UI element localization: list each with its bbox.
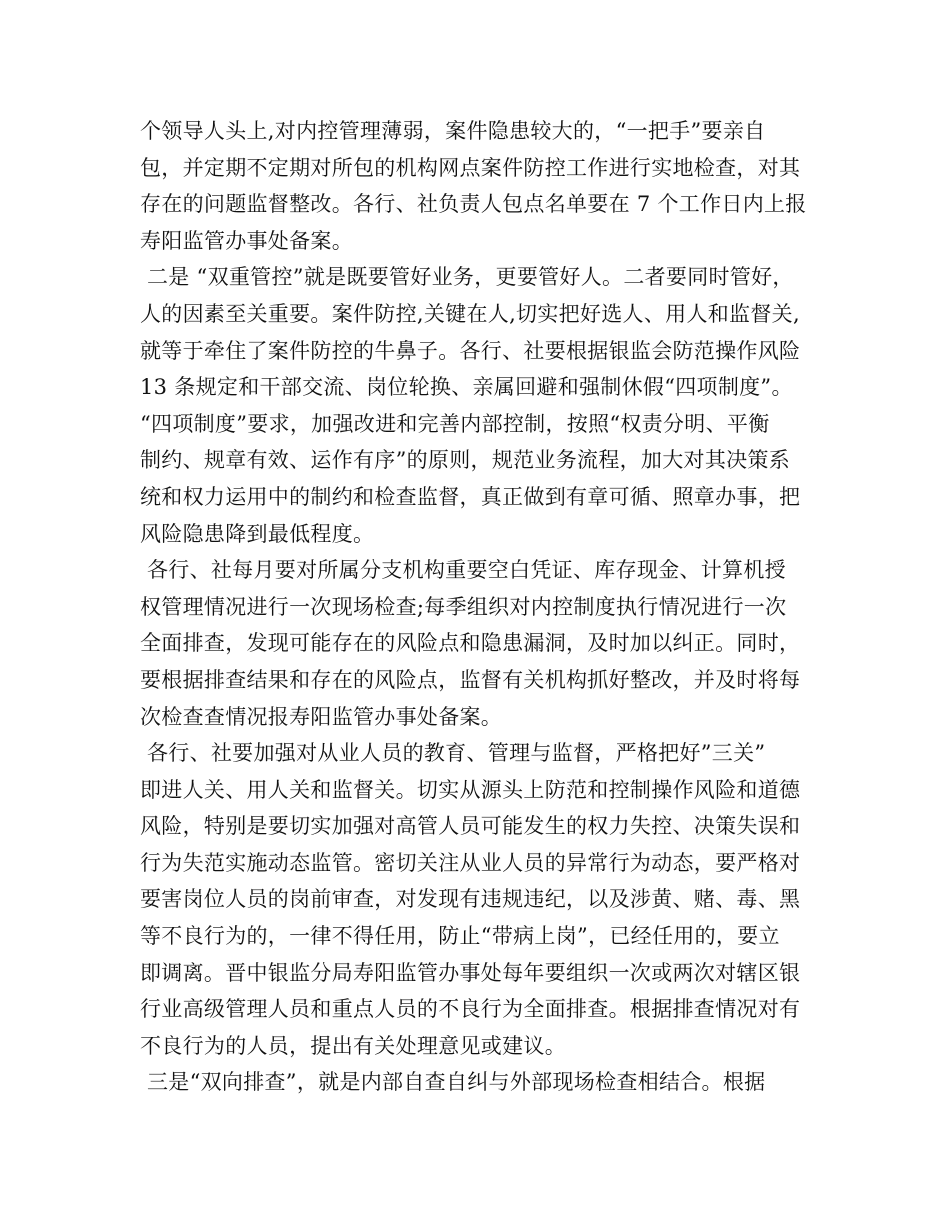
text-line: 次检查查情况报寿阳监管办事处备案。 [140,704,503,729]
text-line: 不良行为的人员，提出有关处理意见或建议。 [140,1033,566,1058]
text-line: 即调离。晋中银监分局寿阳监管办事处每年要组织一次或两次对辖区银 [140,960,801,985]
text-line: 统和权力运用中的制约和检查监督，真正做到有章可循、照章办事，把 [140,484,801,509]
text-line: 等不良行为的，一律不得任用，防止“带病上岗”，已经任用的，要立 [140,924,780,949]
text-line: 要害岗位人员的岗前审查，对发现有违规违纪，以及涉黄、赌、毒、黑 [140,887,801,912]
text-line: 全面排查，发现可能存在的风险点和隐患漏洞，及时加以纠正。同时， [140,631,801,656]
text-line: 寿阳监管办事处备案。 [140,228,353,253]
text-line: 13 条规定和干部交流、岗位轮换、亲属回避和强制休假“四项制度”。 [140,375,793,400]
text-line: 制约、规章有效、运作有序”的原则，规范业务流程，加大对其决策系 [140,448,791,473]
text-line: “四项制度”要求，加强改进和完善内部控制，按照“权责分明、平衡 [140,411,770,436]
text-line: 各行、社要加强对从业人员的教育、管理与监督，严格把好”三关” [140,741,766,766]
text-line: 权管理情况进行一次现场检查;每季组织对内控制度执行情况进行一次 [140,594,787,619]
text-line: 存在的问题监督整改。各行、社负责人包点名单要在 7 个工作日内上报 [140,192,807,217]
text-line: 风险，特别是要切实加强对高管人员可能发生的权力失控、决策失误和 [140,814,801,839]
text-line: 就等于牵住了案件防控的牛鼻子。各行、社要根据银监会防范操作风险 [140,338,801,363]
text-line: 行业高级管理人员和重点人员的不良行为全面排查。根据排查情况对有 [140,997,801,1022]
text-line: 二是 “双重管控”就是既要管好业务，更要管好人。二者要同时管好， [140,265,794,290]
text-line: 个领导人头上,对内控管理薄弱，案件隐患较大的，“一把手”要亲自 [140,119,766,143]
text-line: 人的因素至关重要。案件防控,关键在人,切实把好选人、用人和监督关, [140,301,800,326]
text-line: 包，并定期不定期对所包的机构网点案件防控工作进行实地检查，对其 [140,155,801,180]
text-line: 行为失范实施动态监管。密切关注从业人员的异常行为动态，要严格对 [140,850,801,875]
text-line: 风险隐患降到最低程度。 [140,521,375,546]
text-line: 各行、社每月要对所属分支机构重要空白凭证、库存现金、计算机授 [140,558,786,583]
text-line: 要根据排查结果和存在的风险点，监督有关机构抓好整改，并及时将每 [140,667,801,692]
text-line: 三是“双向排查”，就是内部自查自纠与外部现场检查相结合。根据 [140,1070,766,1095]
document-body [140,113,830,1101]
text-line: 即进人关、用人关和监督关。切实从源头上防范和控制操作风险和道德 [140,777,801,802]
